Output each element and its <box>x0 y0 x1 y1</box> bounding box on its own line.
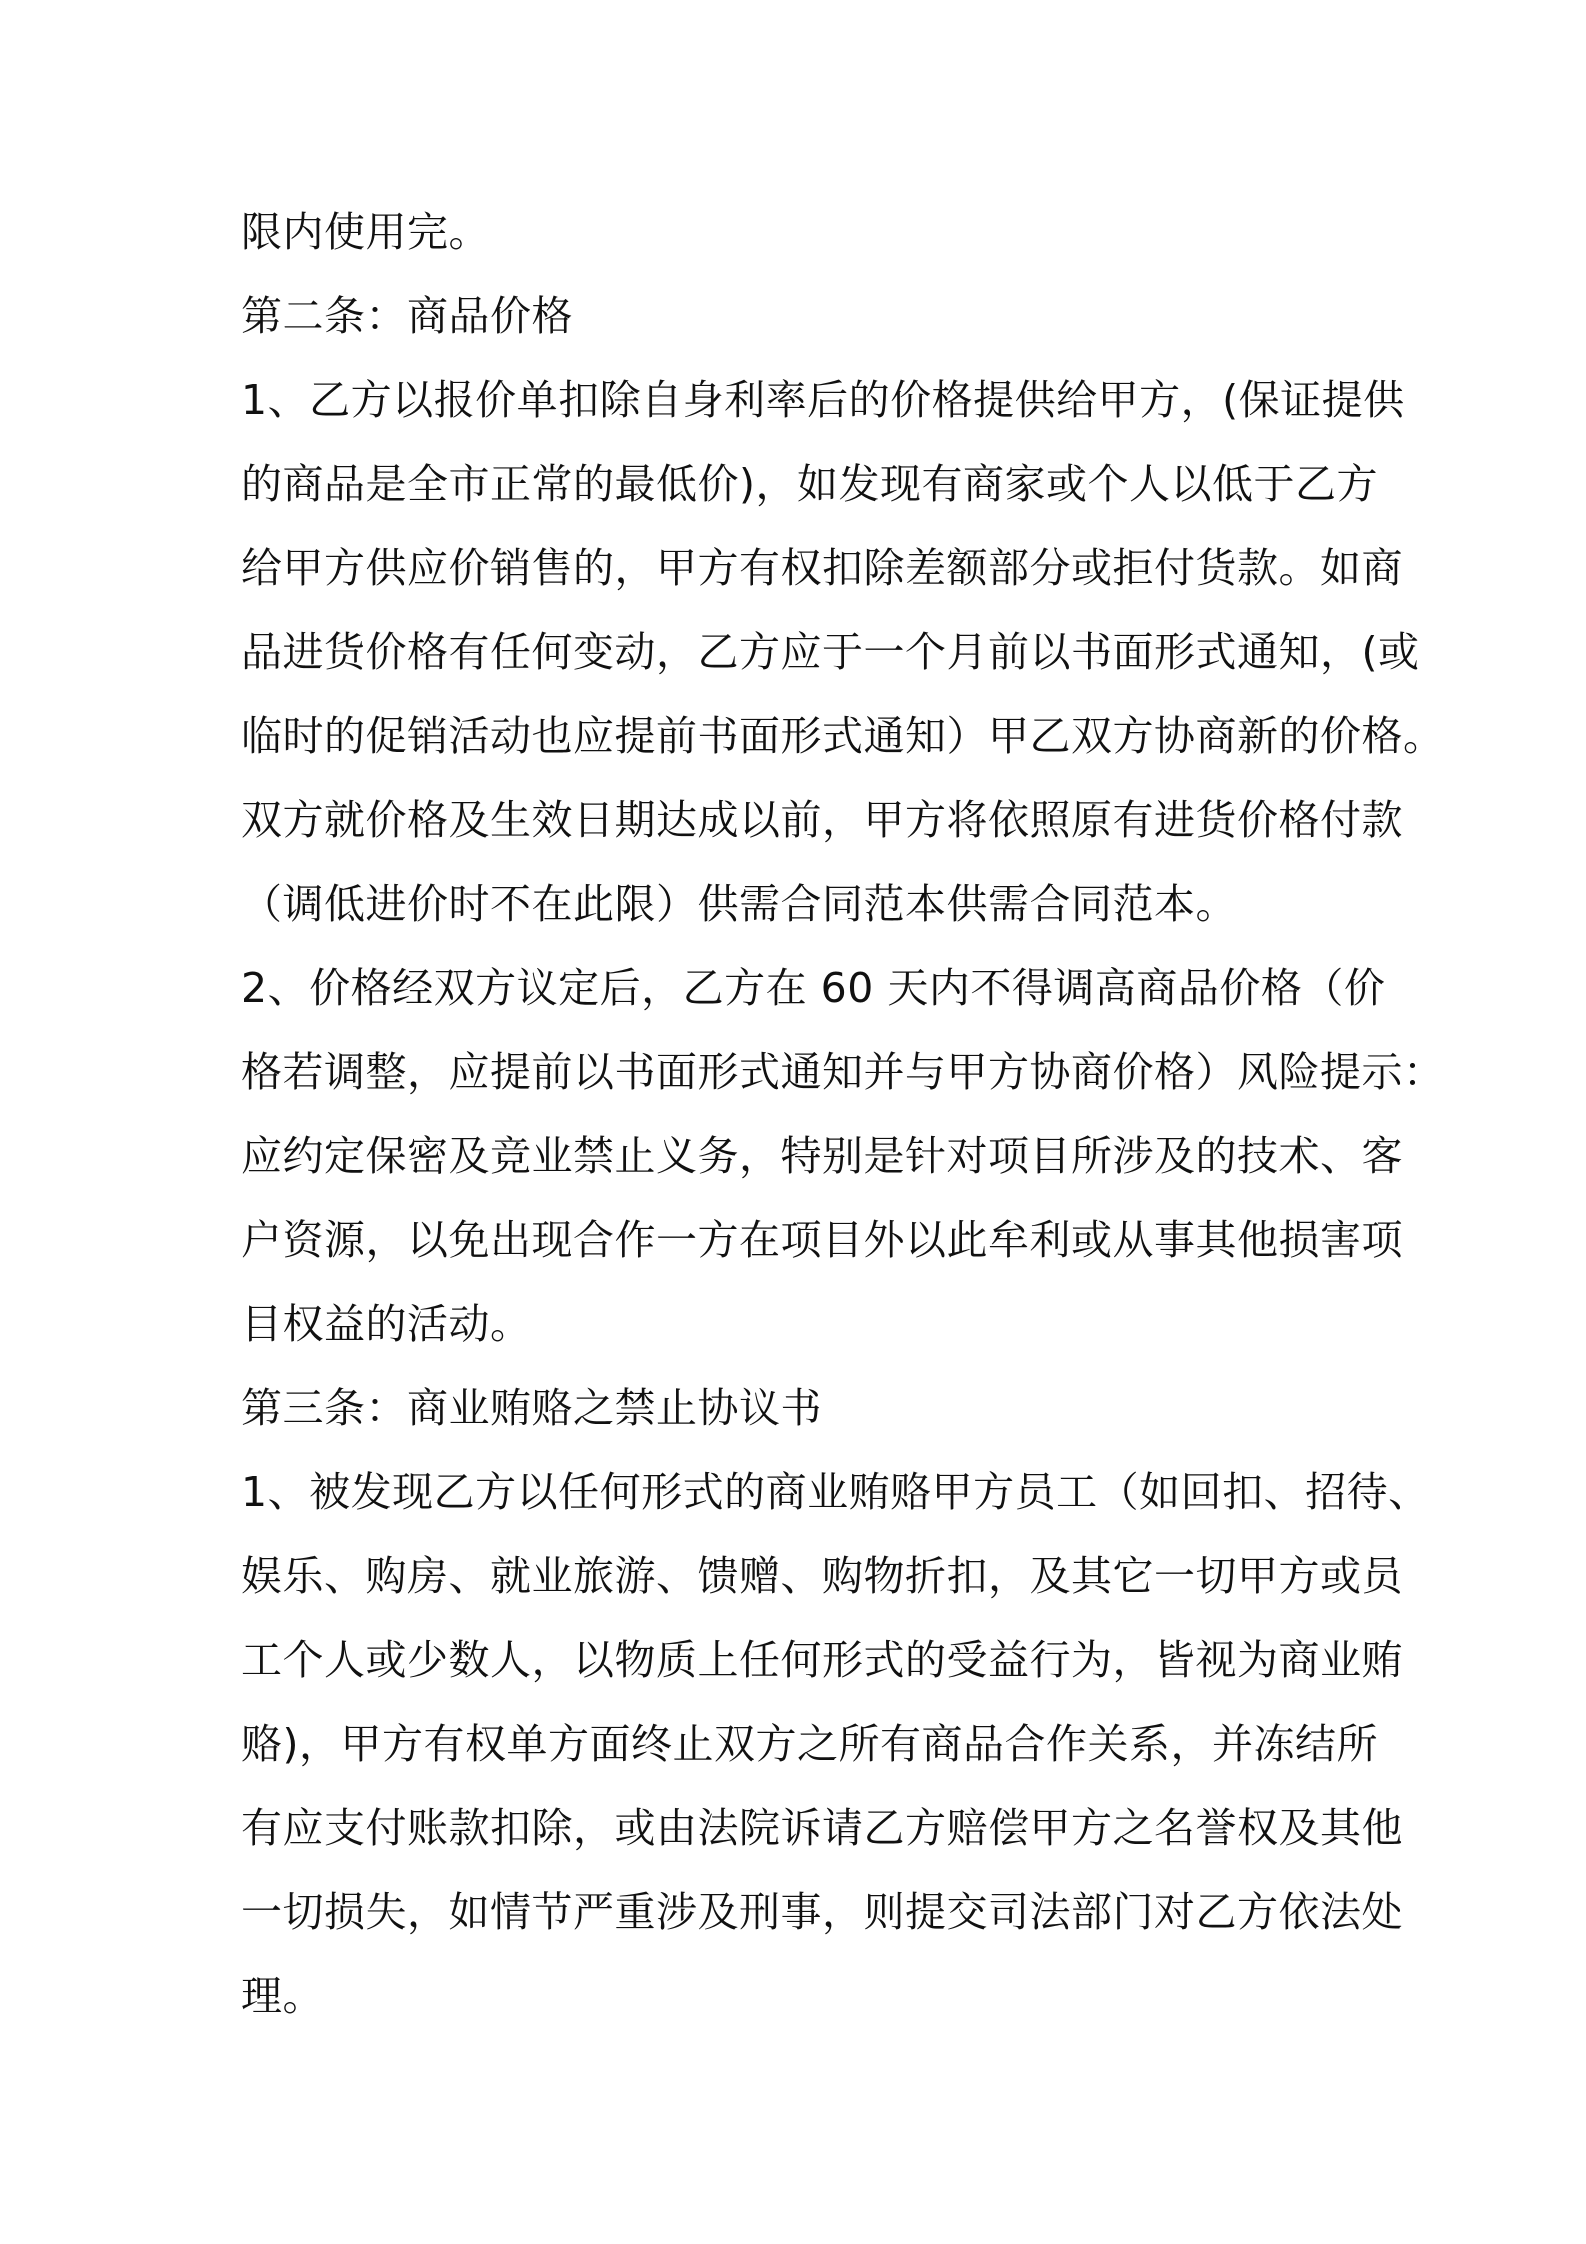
text-line: 赂)，甲方有权单方面终止双方之所有商品合作关系，并冻结所 <box>241 1720 1378 1768</box>
text-line: 1、乙方以报价单扣除自身利率后的价格提供给甲方，(保证提供 <box>241 376 1405 424</box>
text-line: （调低进价时不在此限）供需合同范本供需合同范本。 <box>241 880 1237 928</box>
text-line: 户资源，以免出现合作一方在项目外以此牟利或从事其他损害项 <box>241 1216 1403 1264</box>
text-line: 双方就价格及生效日期达成以前，甲方将依照原有进货价格付款 <box>241 796 1403 844</box>
text-line: 品进货价格有任何变动，乙方应于一个月前以书面形式通知，(或 <box>241 628 1420 676</box>
text-line: 给甲方供应价销售的，甲方有权扣除差额部分或拒付货款。如商 <box>241 544 1403 592</box>
text-line: 目权益的活动。 <box>241 1300 532 1348</box>
text-line: 1、被发现乙方以任何形式的商业贿赂甲方员工（如回扣、招待、 <box>241 1468 1430 1516</box>
document-body <box>241 190 1445 2038</box>
section-heading: 第三条：商业贿赂之禁止协议书 <box>241 1384 822 1432</box>
text-line: 理。 <box>241 1972 324 2020</box>
text-line: 格若调整，应提前以书面形式通知并与甲方协商价格）风险提示： <box>241 1048 1445 1096</box>
text-line: 2、价格经双方议定后，乙方在 60 天内不得调高商品价格（价 <box>241 964 1386 1012</box>
text-line: 有应支付账款扣除，或由法院诉请乙方赔偿甲方之名誉权及其他 <box>241 1804 1403 1852</box>
text-line: 一切损失，如情节严重涉及刑事，则提交司法部门对乙方依法处 <box>241 1888 1403 1936</box>
text-line: 临时的促销活动也应提前书面形式通知）甲乙双方协商新的价格。 <box>241 712 1445 760</box>
section-heading: 第二条：商品价格 <box>241 292 573 340</box>
text-line: 应约定保密及竞业禁止义务，特别是针对项目所涉及的技术、客 <box>241 1132 1403 1180</box>
text-line: 的商品是全市正常的最低价)，如发现有商家或个人以低于乙方 <box>241 460 1378 508</box>
text-line: 娱乐、购房、就业旅游、馈赠、购物折扣，及其它一切甲方或员 <box>241 1552 1403 1600</box>
text-line: 工个人或少数人，以物质上任何形式的受益行为，皆视为商业贿 <box>241 1636 1403 1684</box>
text-line: 限内使用完。 <box>241 208 490 256</box>
